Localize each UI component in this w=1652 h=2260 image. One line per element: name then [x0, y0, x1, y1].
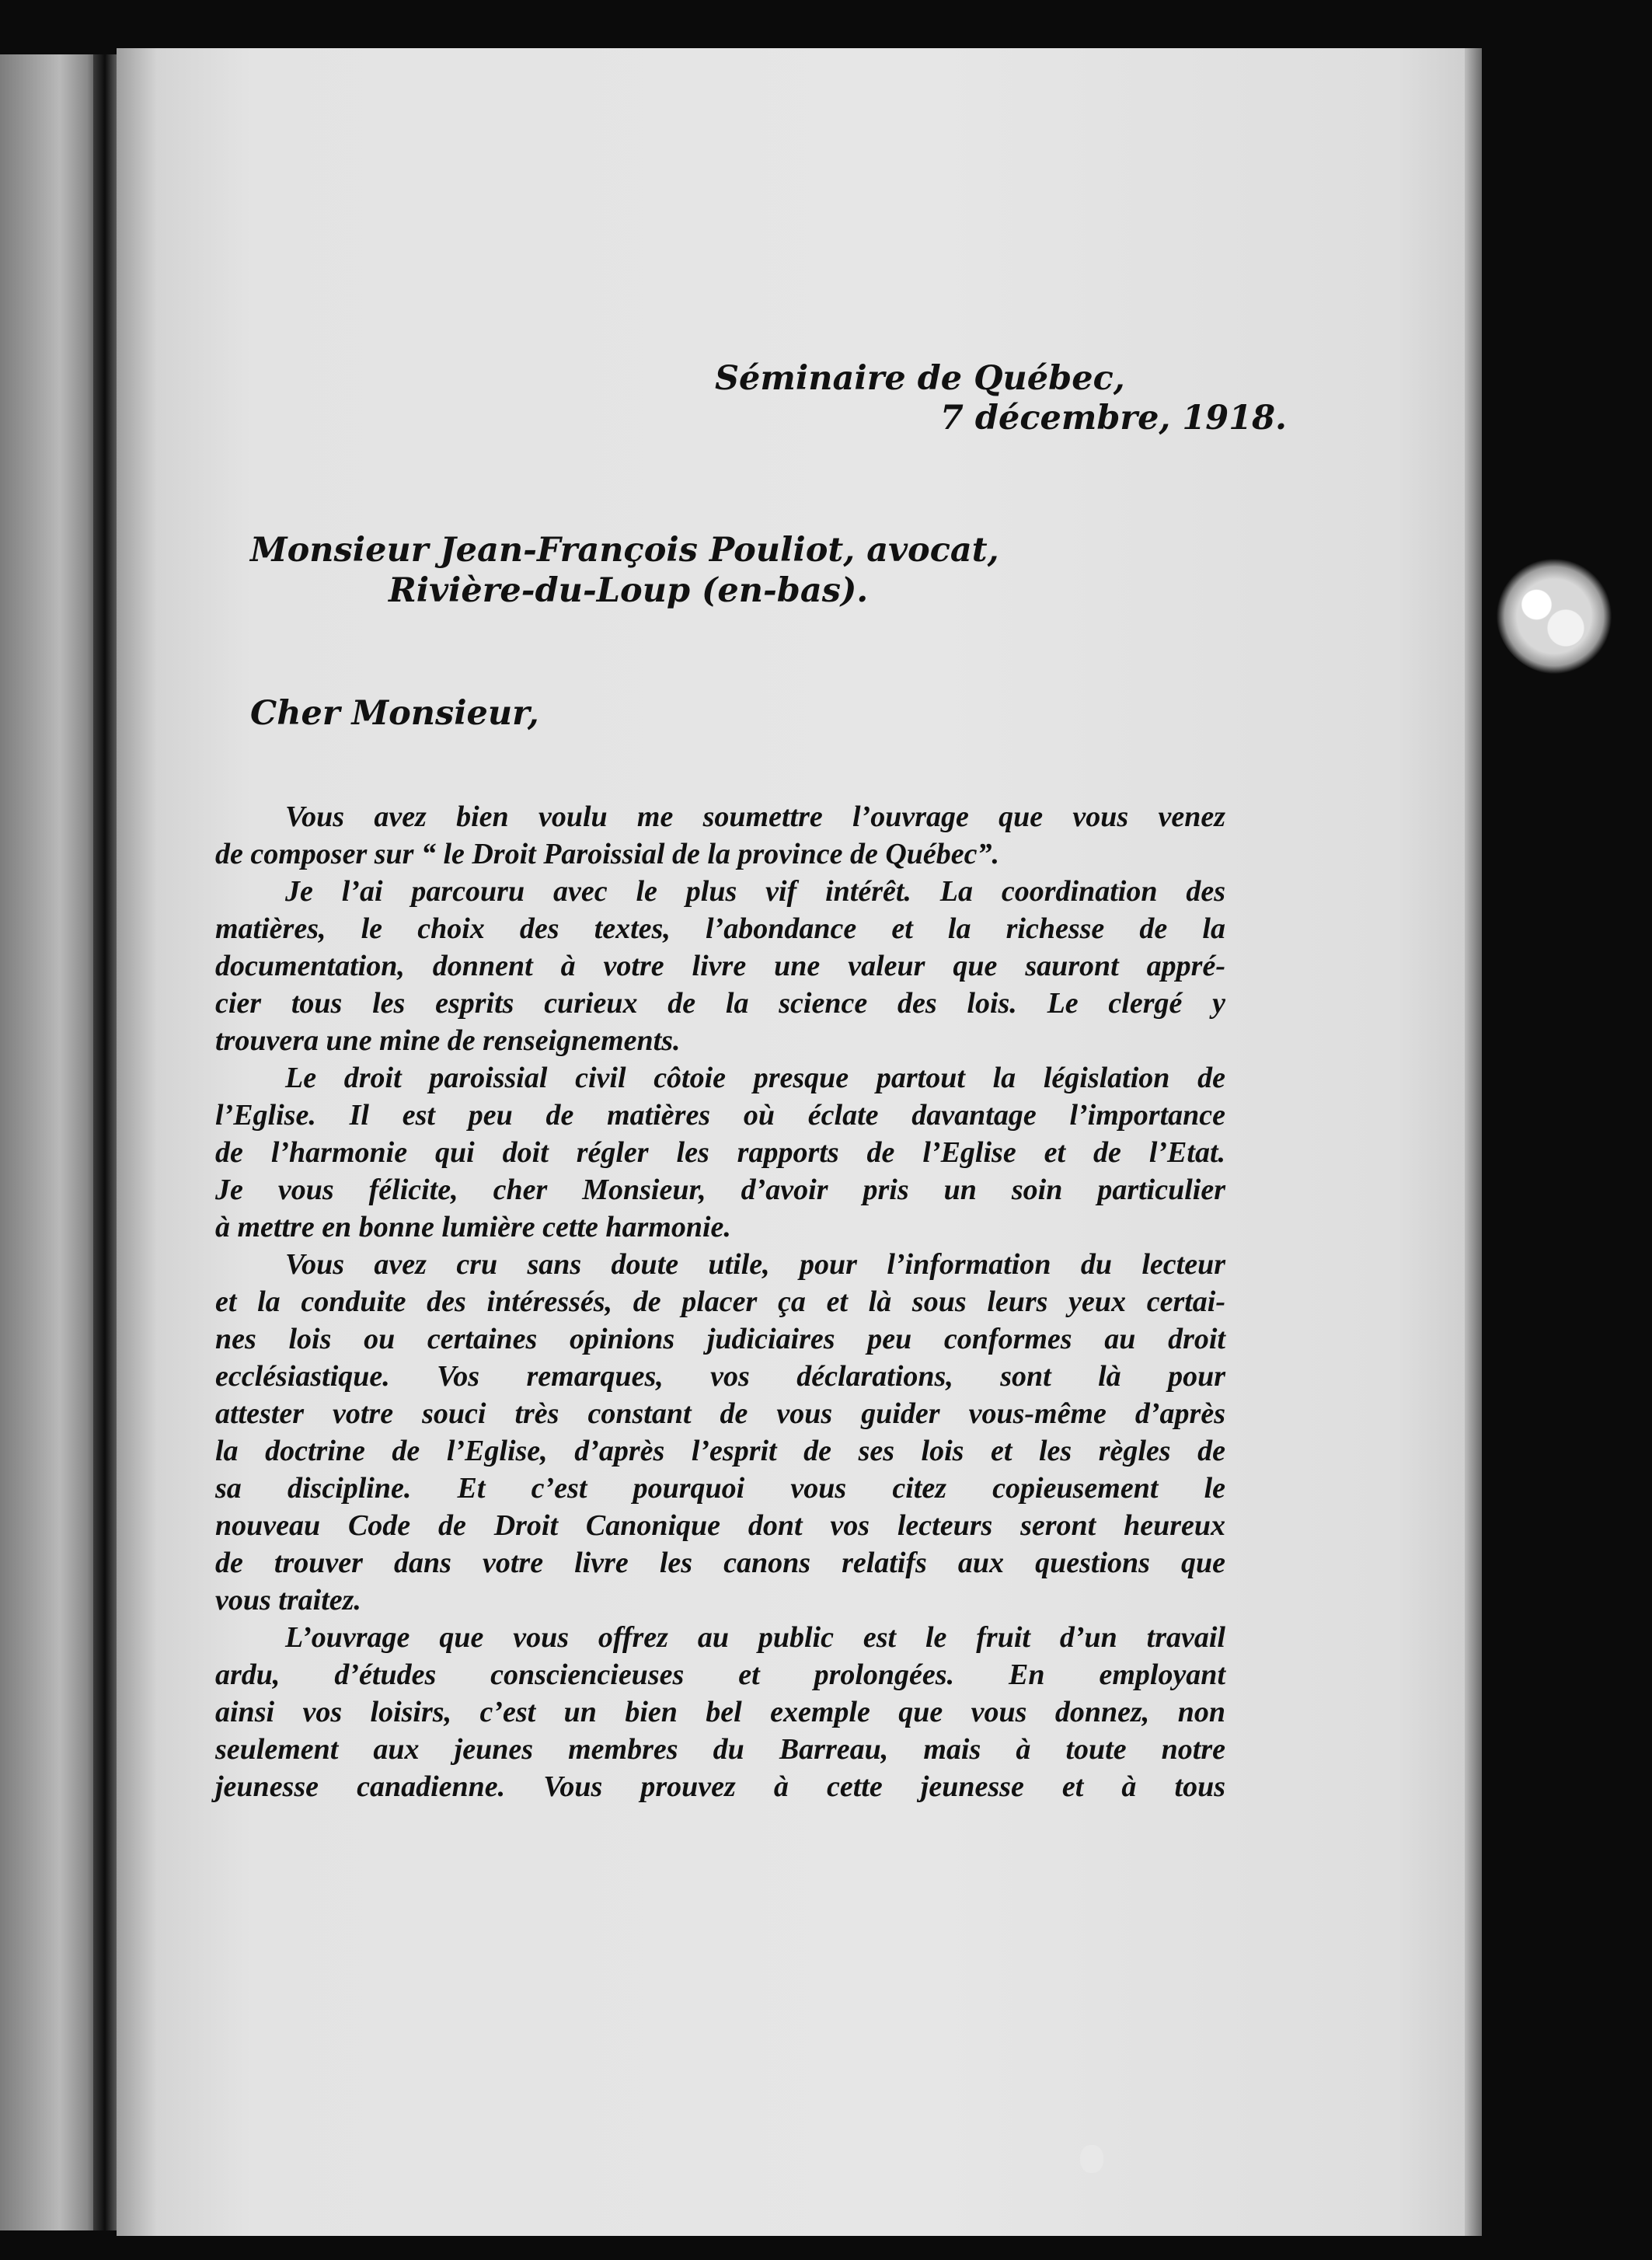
text-line: Vous avez bien voulu me soumettre l’ouvrage que vous venez [285, 800, 1225, 833]
text-line: attester votre souci très constant de vous guider vous-même d’après [215, 1397, 1225, 1430]
paragraph [215, 873, 1225, 1059]
ink-blot-mark [1496, 558, 1612, 675]
text-line: Je l’ai parcouru avec le plus vif intérêt. La coordination des [285, 875, 1225, 908]
letter-date: 7 décembre, 1918. [940, 399, 1288, 438]
text-line: trouvera une mine de renseignements. [215, 1024, 681, 1057]
text-line: la doctrine de l’Eglise, d’après l’esprit de ses lois et les règles de [215, 1435, 1225, 1467]
paragraph [215, 798, 1225, 873]
text-line: L’ouvrage que vous offrez au public est le fruit d’un travail [285, 1621, 1225, 1654]
text-line: matières, le choix des textes, l’abondance et la richesse de la [215, 912, 1225, 945]
text-line: ardu, d’études consciencieuses et prolongées. En employant [215, 1658, 1225, 1691]
text-line: jeunesse canadienne. Vous prouvez à cette jeunesse et à tous [215, 1770, 1225, 1803]
recipient-name: Monsieur Jean-François Pouliot, avocat, [250, 531, 999, 570]
book-gutter [93, 54, 117, 2230]
text-line: sa discipline. Et c’est pourquoi vous citez copieusement le [215, 1472, 1225, 1505]
page-speck [1080, 2145, 1103, 2173]
paragraph [215, 1619, 1225, 1805]
text-line: documentation, donnent à votre livre une valeur que sauront appré- [215, 950, 1225, 982]
text-line: de trouver dans votre livre les canons relatifs aux questions que [215, 1547, 1225, 1579]
text-line: de l’harmonie qui doit régler les rapports de l’Eglise et de l’Etat. [215, 1136, 1225, 1169]
text-line: Le droit paroissial civil côtoie presque partout la législation de [285, 1062, 1225, 1094]
paragraph [215, 1246, 1225, 1619]
text-line: ecclésiastique. Vos remarques, vos déclarations, sont là pour [215, 1360, 1225, 1393]
text-line: nouveau Code de Droit Canonique dont vos lecteurs seront heureux [215, 1509, 1225, 1542]
page-right-edge [1465, 48, 1482, 2236]
text-line: seulement aux jeunes membres du Barreau, mais à toute notre [215, 1733, 1225, 1766]
text-line: Vous avez cru sans doute utile, pour l’information du lecteur [285, 1248, 1225, 1281]
salutation: Cher Monsieur, [250, 694, 539, 733]
text-line: Je vous félicite, cher Monsieur, d’avoir pris un soin particulier [215, 1174, 1225, 1206]
letter-place: Séminaire de Québec, [715, 359, 1125, 398]
text-line: l’Eglise. Il est peu de matières où éclate davantage l’importance [215, 1099, 1225, 1132]
letter-body [215, 798, 1225, 1805]
text-line: cier tous les esprits curieux de la science des lois. Le clergé y [215, 987, 1225, 1020]
facing-page-edge [0, 54, 109, 2230]
text-line: ainsi vos loisirs, c’est un bien bel exemple que vous donnez, non [215, 1696, 1225, 1728]
text-line: de composer sur “ le Droit Paroissial de la province de Québec”. [215, 838, 1000, 870]
text-line: et la conduite des intéressés, de placer ça et là sous leurs yeux certai- [215, 1285, 1225, 1318]
text-line: vous traitez. [215, 1584, 361, 1617]
text-line: nes lois ou certaines opinions judiciaires peu conformes au droit [215, 1323, 1225, 1355]
recipient-address: Rivière-du-Loup (en-bas). [389, 571, 869, 610]
paragraph [215, 1059, 1225, 1246]
text-line: à mettre en bonne lumière cette harmonie. [215, 1211, 731, 1243]
